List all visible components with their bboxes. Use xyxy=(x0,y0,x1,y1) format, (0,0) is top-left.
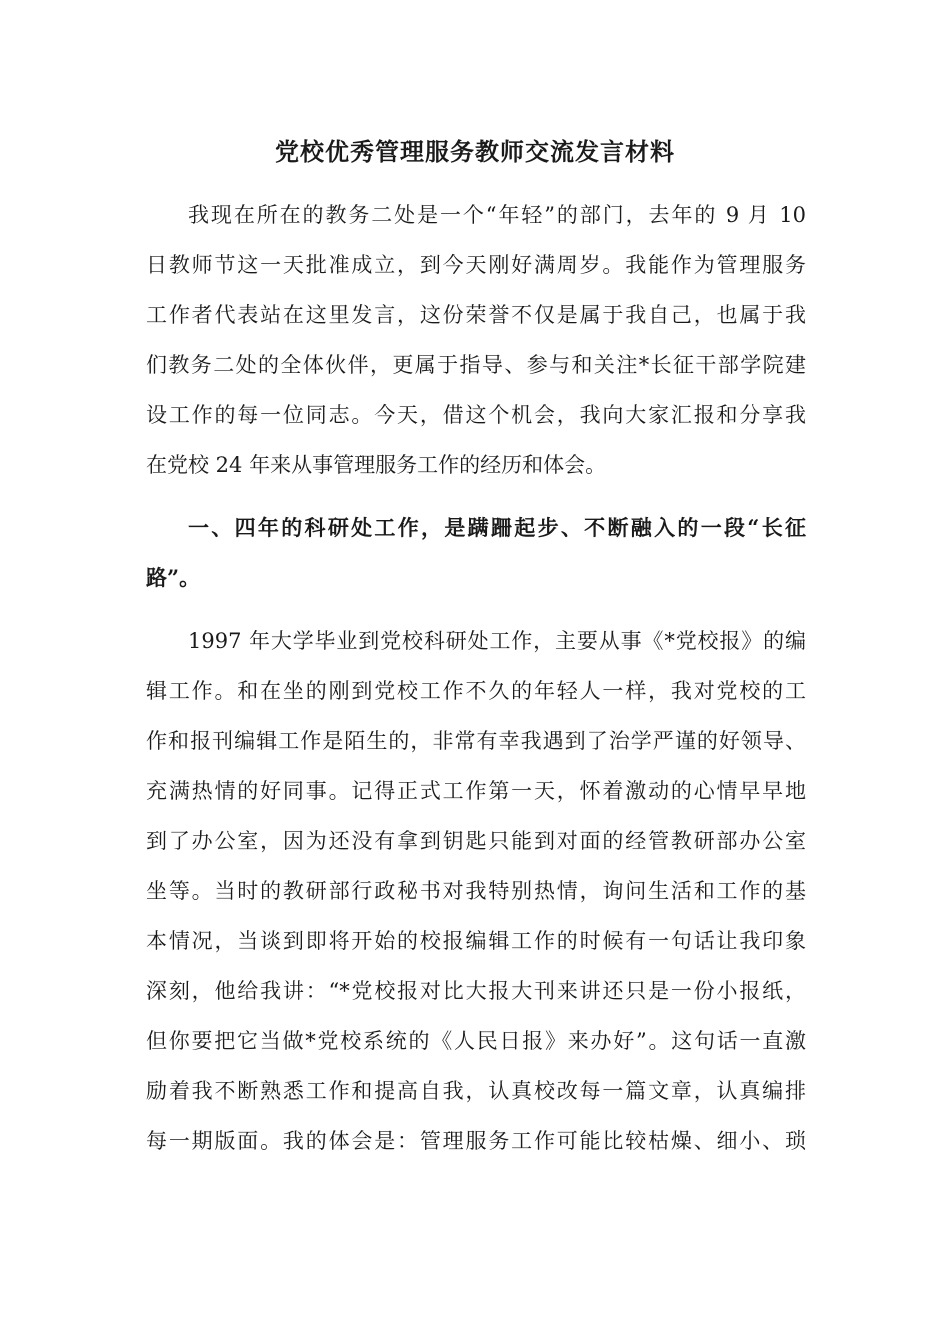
paragraph-2-line-6: 坐等。当时的教研部行政秘书对我特别热情，询问生活和工作的基 xyxy=(146,879,806,903)
paragraph-2-line-4: 充满热情的好同事。记得正式工作第一天，怀着激动的心情早早地 xyxy=(146,779,806,803)
paragraph-1-line-3: 工作者代表站在这里发言，这份荣誉不仅是属于我自己，也属于我 xyxy=(146,303,806,327)
section-heading-1-line-2: 路”。 xyxy=(146,565,201,590)
paragraph-2-line-9: 但你要把它当做*党校系统的《人民日报》来办好”。这句话一直激 xyxy=(146,1029,806,1053)
paragraph-2-line-3: 作和报刊编辑工作是陌生的，非常有幸我遇到了治学严谨的好领导、 xyxy=(146,729,806,753)
paragraph-1-line-1: 我现在所在的教务二处是一个“年轻”的部门，去年的 9 月 10 xyxy=(188,203,806,227)
paragraph-1-line-5: 设工作的每一位同志。今天，借这个机会，我向大家汇报和分享我 xyxy=(146,403,806,427)
document-title: 党校优秀管理服务教师交流发言材料 xyxy=(275,137,675,166)
paragraph-2-line-8: 深刻，他给我讲：“*党校报对比大报大刊来讲还只是一份小报纸， xyxy=(146,979,806,1003)
paragraph-2-line-7: 本情况，当谈到即将开始的校报编辑工作的时候有一句话让我印象 xyxy=(146,929,806,953)
paragraph-2-line-2: 辑工作。和在坐的刚到党校工作不久的年轻人一样，我对党校的工 xyxy=(146,679,806,703)
paragraph-2-line-1: 1997 年大学毕业到党校科研处工作，主要从事《*党校报》的编 xyxy=(188,629,806,653)
section-heading-1-line-1: 一、四年的科研处工作，是蹒跚起步、不断融入的一段“长征 xyxy=(188,515,806,540)
paragraph-2-line-10: 励着我不断熟悉工作和提高自我，认真校改每一篇文章，认真编排 xyxy=(146,1079,806,1103)
paragraph-2-line-5: 到了办公室，因为还没有拿到钥匙只能到对面的经管教研部办公室 xyxy=(146,829,806,853)
paragraph-2-line-11: 每一期版面。我的体会是：管理服务工作可能比较枯燥、细小、琐 xyxy=(146,1129,806,1153)
paragraph-1-line-2: 日教师节这一天批准成立，到今天刚好满周岁。我能作为管理服务 xyxy=(146,253,806,277)
paragraph-1-line-4: 们教务二处的全体伙伴，更属于指导、参与和关注*长征干部学院建 xyxy=(146,353,806,377)
paragraph-1-line-6: 在党校 24 年来从事管理服务工作的经历和体会。 xyxy=(146,453,607,477)
